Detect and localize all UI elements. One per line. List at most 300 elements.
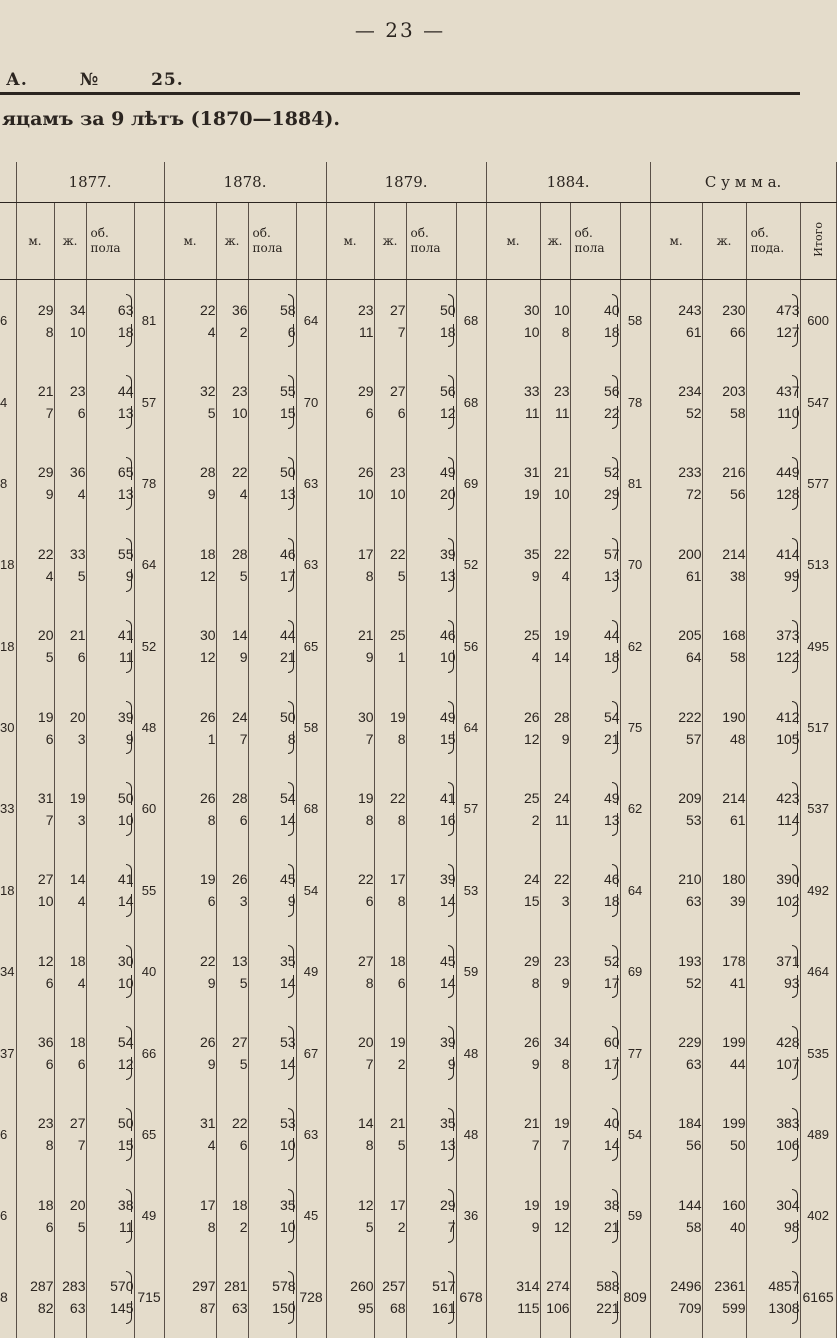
both-sexes-count: 55 [86, 524, 134, 565]
both-sexes-sum-header: об. пода. [746, 203, 800, 280]
male-header: м. [326, 203, 374, 280]
female-count: 6 [54, 402, 86, 443]
both-sexes-count: 65 [86, 443, 134, 484]
male-count: 19 [164, 850, 216, 891]
both-sexes-count: 9 [406, 1053, 456, 1094]
table-row-top [0, 768, 836, 809]
male-count: 52 [650, 402, 702, 443]
row-stub-number: 6 [0, 280, 16, 362]
male-count: 22 [16, 524, 54, 565]
itogo-total: 547 [800, 361, 836, 442]
male-count: 193 [650, 931, 702, 972]
both-sexes-count: 15 [406, 728, 456, 769]
male-count: 33 [486, 361, 540, 402]
female-count: 6 [216, 1134, 248, 1175]
female-count: 3 [54, 809, 86, 850]
female-count: 33 [54, 524, 86, 565]
table-row-bottom [0, 483, 836, 524]
both-sexes-count: 21 [570, 728, 620, 769]
both-sexes-count: 35 [248, 1175, 296, 1216]
male-count: 21 [486, 1094, 540, 1135]
table-row-bottom [0, 1134, 836, 1175]
sum-header: С у м м а. [650, 162, 836, 203]
female-count: 6 [54, 646, 86, 687]
female-count: 216 [702, 443, 746, 484]
group-total: 62 [620, 768, 650, 849]
female-count: 40 [702, 1216, 746, 1257]
male-count: 6 [16, 1053, 54, 1094]
female-count: 180 [702, 850, 746, 891]
female-count: 8 [540, 1053, 570, 1094]
both-sexes-count: 15 [248, 402, 296, 443]
both-sexes-count: 49 [406, 443, 456, 484]
both-sexes-count: 16 [406, 809, 456, 850]
group-total: 57 [456, 768, 486, 849]
female-count: 14 [216, 606, 248, 647]
both-sexes-count: 49 [570, 768, 620, 809]
table-row-bottom [0, 728, 836, 769]
male-count: 7 [16, 809, 54, 850]
table-body [0, 280, 836, 1338]
itogo-total: 535 [800, 1012, 836, 1093]
male-count: 29 [486, 931, 540, 972]
both-sexes-count: 46 [406, 606, 456, 647]
male-count: 8 [326, 1134, 374, 1175]
female-count: 56 [702, 483, 746, 524]
both-sexes-count: 18 [86, 321, 134, 362]
male-count: 144 [650, 1175, 702, 1216]
female-count: 199 [702, 1012, 746, 1053]
male-header: м. [164, 203, 216, 280]
female-count: 178 [702, 931, 746, 972]
male-count: 35 [486, 524, 540, 565]
female-count: 14 [54, 850, 86, 891]
male-count: 63 [650, 1053, 702, 1094]
row-stub-number: 18 [0, 606, 16, 687]
both-sexes-count: 57 [570, 524, 620, 565]
total-header [296, 203, 326, 280]
male-count: 9 [486, 565, 540, 606]
male-count: 9 [164, 972, 216, 1013]
group-total: 58 [620, 280, 650, 362]
row-stub-number: 30 [0, 687, 16, 768]
stub-subheader [0, 203, 16, 280]
both-sexes-count: 93 [746, 972, 800, 1013]
group-total: 48 [134, 687, 164, 768]
table-row-top [0, 850, 836, 891]
both-sexes-count: 4857 [746, 1257, 800, 1298]
male-count: 19 [486, 483, 540, 524]
group-total: 49 [134, 1175, 164, 1256]
female-count: 283 [54, 1257, 86, 1298]
male-count: 7 [326, 728, 374, 769]
male-count: 58 [650, 1216, 702, 1257]
group-total: 66 [134, 1012, 164, 1093]
male-count: 61 [650, 565, 702, 606]
table-row-bottom [0, 809, 836, 850]
female-count: 5 [216, 565, 248, 606]
male-count: 8 [16, 321, 54, 362]
both-sexes-count: 58 [248, 280, 296, 321]
female-count: 168 [702, 606, 746, 647]
female-count: 6 [54, 1053, 86, 1094]
female-count: 68 [374, 1297, 406, 1338]
male-count: 5 [164, 402, 216, 443]
group-total: 54 [620, 1094, 650, 1175]
male-count: 234 [650, 361, 702, 402]
year-1878-header: 1878. [164, 162, 326, 203]
group-total: 63 [296, 443, 326, 524]
female-count: 36 [54, 443, 86, 484]
group-total: 58 [296, 687, 326, 768]
both-sexes-count: 98 [746, 1216, 800, 1257]
male-count: 19 [16, 687, 54, 728]
male-count: 25 [486, 606, 540, 647]
male-count: 26 [486, 687, 540, 728]
both-sexes-count: 128 [746, 483, 800, 524]
both-sexes-count: 9 [86, 565, 134, 606]
itogo-total: 577 [800, 443, 836, 524]
female-count: 19 [374, 1012, 406, 1053]
both-sexes-count: 40 [570, 280, 620, 321]
male-count: 9 [326, 646, 374, 687]
both-sexes-count: 39 [86, 687, 134, 728]
both-sexes-count: 106 [746, 1134, 800, 1175]
both-sexes-count: 20 [406, 483, 456, 524]
male-count: 63 [650, 890, 702, 931]
male-count: 12 [326, 1175, 374, 1216]
male-count: 18 [164, 524, 216, 565]
female-count: 22 [374, 524, 406, 565]
both-sexes-count: 41 [86, 850, 134, 891]
male-count: 17 [164, 1175, 216, 1216]
female-count: 28 [540, 687, 570, 728]
group-total: 36 [456, 1175, 486, 1256]
group-total: 48 [456, 1012, 486, 1093]
female-count: 160 [702, 1175, 746, 1216]
male-count: 57 [650, 728, 702, 769]
male-count: 30 [164, 606, 216, 647]
both-sexes-count: 449 [746, 443, 800, 484]
male-count: 12 [164, 646, 216, 687]
male-count: 2496 [650, 1257, 702, 1298]
female-count: 3 [54, 728, 86, 769]
both-sexes-count: 437 [746, 361, 800, 402]
female-count: 27 [54, 1094, 86, 1135]
male-count: 95 [326, 1297, 374, 1338]
male-count: 82 [16, 1297, 54, 1338]
male-count: 7 [486, 1134, 540, 1175]
male-count: 31 [16, 768, 54, 809]
header-rule [0, 92, 800, 95]
both-sexes-count: 14 [86, 890, 134, 931]
male-count: 10 [326, 483, 374, 524]
year-1884-header: 1884. [486, 162, 650, 203]
female-count: 5 [374, 1134, 406, 1175]
both-sexes-count: 54 [86, 1012, 134, 1053]
both-sexes-count: 13 [248, 483, 296, 524]
both-sexes-count: 383 [746, 1094, 800, 1135]
female-count: 58 [702, 402, 746, 443]
row-stub-number: 6 [0, 1175, 16, 1256]
female-count: 36 [216, 280, 248, 321]
male-count: 210 [650, 850, 702, 891]
male-count: 29 [16, 280, 54, 321]
female-count: 23 [374, 443, 406, 484]
female-count: 18 [54, 931, 86, 972]
male-count: 26 [164, 1012, 216, 1053]
both-sexes-count: 14 [248, 809, 296, 850]
female-count: 257 [374, 1257, 406, 1298]
female-count: 4 [54, 972, 86, 1013]
male-count: 1 [164, 728, 216, 769]
female-count: 190 [702, 687, 746, 728]
both-sexes-count: 10 [86, 809, 134, 850]
female-count: 63 [54, 1297, 86, 1338]
both-sexes-count: 8 [248, 728, 296, 769]
female-count: 23 [216, 361, 248, 402]
itogo-total: 489 [800, 1094, 836, 1175]
both-sexes-count: 50 [248, 443, 296, 484]
female-count: 2 [216, 1216, 248, 1257]
table-row-top [0, 687, 836, 728]
subheader-row [0, 203, 836, 280]
female-count: 4 [540, 565, 570, 606]
male-count: 6 [16, 972, 54, 1013]
female-count: 20 [54, 1175, 86, 1216]
male-count: 30 [326, 687, 374, 728]
group-total: 64 [296, 280, 326, 362]
male-count: 4 [486, 646, 540, 687]
table-row-top [0, 443, 836, 484]
female-count: 10 [54, 321, 86, 362]
female-count: 17 [374, 850, 406, 891]
both-sexes-count: 18 [570, 321, 620, 362]
female-count: 58 [702, 646, 746, 687]
both-sexes-count: 371 [746, 931, 800, 972]
total-header [134, 203, 164, 280]
both-sexes-count: 18 [570, 890, 620, 931]
group-total: 63 [296, 524, 326, 605]
group-total: 728 [296, 1257, 326, 1338]
both-sexes-count: 122 [746, 646, 800, 687]
male-count: 27 [16, 850, 54, 891]
both-sexes-count: 12 [406, 402, 456, 443]
female-count: 21 [540, 443, 570, 484]
male-count: 233 [650, 443, 702, 484]
male-count: 6 [164, 890, 216, 931]
group-total: 715 [134, 1257, 164, 1338]
both-sexes-count: 12 [86, 1053, 134, 1094]
itogo-total: 517 [800, 687, 836, 768]
group-total: 69 [456, 443, 486, 524]
male-count: 15 [486, 890, 540, 931]
both-sexes-count: 38 [570, 1175, 620, 1216]
male-count: 8 [326, 565, 374, 606]
row-stub-number: 6 [0, 1094, 16, 1175]
male-header: м. [486, 203, 540, 280]
female-count: 27 [216, 1012, 248, 1053]
both-sexes-header: об. пола [86, 203, 134, 280]
female-header: ж. [54, 203, 86, 280]
table-row-bottom [0, 1053, 836, 1094]
group-total: 65 [296, 606, 326, 687]
both-sexes-count: 50 [406, 280, 456, 321]
male-count: 8 [16, 1134, 54, 1175]
female-count: 18 [54, 1012, 86, 1053]
both-sexes-count: 54 [248, 768, 296, 809]
male-count: 11 [326, 321, 374, 362]
female-count: 22 [540, 524, 570, 565]
table-letter: А. [6, 70, 28, 90]
table-row-top [0, 1012, 836, 1053]
both-sexes-count: 21 [570, 1216, 620, 1257]
male-count: 12 [164, 565, 216, 606]
group-total: 81 [620, 443, 650, 524]
female-count: 26 [216, 850, 248, 891]
female-count: 61 [702, 809, 746, 850]
table-header-line [6, 70, 224, 90]
table-row-top [0, 931, 836, 972]
male-count: 11 [486, 402, 540, 443]
male-count: 222 [650, 687, 702, 728]
both-sexes-count: 60 [570, 1012, 620, 1053]
table-row-top [0, 1175, 836, 1216]
male-count: 184 [650, 1094, 702, 1135]
group-total: 63 [296, 1094, 326, 1175]
male-count: 12 [16, 931, 54, 972]
male-count: 53 [650, 809, 702, 850]
female-count: 20 [54, 687, 86, 728]
group-total: 59 [620, 1175, 650, 1256]
female-count: 6 [374, 402, 406, 443]
male-count: 31 [164, 1094, 216, 1135]
male-count: 28 [164, 443, 216, 484]
female-count: 214 [702, 768, 746, 809]
both-sexes-count: 373 [746, 606, 800, 647]
group-total: 81 [134, 280, 164, 362]
group-total: 56 [456, 606, 486, 687]
group-total: 52 [134, 606, 164, 687]
female-count: 41 [702, 972, 746, 1013]
female-count: 2 [216, 321, 248, 362]
female-count: 106 [540, 1297, 570, 1338]
female-count: 9 [216, 646, 248, 687]
female-count: 2 [374, 1053, 406, 1094]
female-count: 6 [374, 972, 406, 1013]
group-total: 70 [620, 524, 650, 605]
male-count: 19 [326, 768, 374, 809]
both-sexes-count: 423 [746, 768, 800, 809]
male-count: 27 [326, 931, 374, 972]
both-sexes-count: 14 [248, 972, 296, 1013]
female-count: 28 [216, 524, 248, 565]
both-sexes-count: 13 [406, 565, 456, 606]
group-total: 45 [296, 1175, 326, 1256]
number-sign: № [80, 70, 99, 90]
group-total: 65 [134, 1094, 164, 1175]
male-count: 9 [164, 1053, 216, 1094]
female-count: 4 [54, 890, 86, 931]
table-row-bottom [0, 972, 836, 1013]
both-sexes-count: 29 [406, 1175, 456, 1216]
female-count: 10 [540, 280, 570, 321]
male-header: м. [650, 203, 702, 280]
group-total: 64 [134, 524, 164, 605]
male-count: 26 [164, 687, 216, 728]
table-row-bottom [0, 402, 836, 443]
both-sexes-count: 14 [248, 1053, 296, 1094]
group-total: 678 [456, 1257, 486, 1338]
both-sexes-count: 39 [406, 850, 456, 891]
both-sexes-count: 52 [570, 931, 620, 972]
both-sexes-count: 10 [86, 972, 134, 1013]
male-count: 26 [486, 1012, 540, 1053]
female-count: 5 [216, 972, 248, 1013]
both-sexes-count: 56 [406, 361, 456, 402]
female-count: 5 [54, 565, 86, 606]
male-count: 32 [164, 361, 216, 402]
male-count: 22 [326, 850, 374, 891]
row-stub-number: 18 [0, 524, 16, 605]
year-header-row [0, 162, 836, 203]
both-sexes-count: 99 [746, 565, 800, 606]
male-count: 23 [326, 280, 374, 321]
female-header: ж. [216, 203, 248, 280]
both-sexes-count: 13 [86, 402, 134, 443]
both-sexes-header: об. пола [406, 203, 456, 280]
both-sexes-count: 221 [570, 1297, 620, 1338]
male-count: 115 [486, 1297, 540, 1338]
female-count: 25 [374, 606, 406, 647]
both-sexes-count: 14 [406, 972, 456, 1013]
male-count: 8 [164, 809, 216, 850]
male-count: 200 [650, 524, 702, 565]
itogo-label: Итого [812, 222, 825, 257]
female-count: 7 [374, 321, 406, 362]
both-sexes-count: 44 [570, 606, 620, 647]
female-count: 6 [216, 809, 248, 850]
female-count: 38 [702, 565, 746, 606]
group-total: 78 [134, 443, 164, 524]
table-number: 25. [151, 70, 184, 90]
both-sexes-count: 55 [248, 361, 296, 402]
both-sexes-count: 588 [570, 1257, 620, 1298]
female-count: 11 [540, 809, 570, 850]
female-count: 39 [702, 890, 746, 931]
both-sexes-count: 114 [746, 809, 800, 850]
female-count: 8 [540, 321, 570, 362]
both-sexes-count: 13 [570, 565, 620, 606]
male-count: 24 [486, 850, 540, 891]
group-total: 62 [620, 606, 650, 687]
group-total: 54 [296, 850, 326, 931]
table-row-top [0, 361, 836, 402]
female-count: 66 [702, 321, 746, 362]
page-title: яцамъ за 9 лѣтъ (1870—1884). [2, 108, 340, 130]
male-count: 7 [326, 1053, 374, 1094]
female-count: 13 [216, 931, 248, 972]
female-count: 63 [216, 1297, 248, 1338]
male-count: 5 [16, 646, 54, 687]
group-total: 40 [134, 931, 164, 1012]
itogo-total: 6165 [800, 1257, 836, 1338]
female-count: 2361 [702, 1257, 746, 1298]
both-sexes-count: 13 [86, 483, 134, 524]
both-sexes-count: 517 [406, 1257, 456, 1298]
table-row-bottom [0, 890, 836, 931]
table-row-top [0, 524, 836, 565]
